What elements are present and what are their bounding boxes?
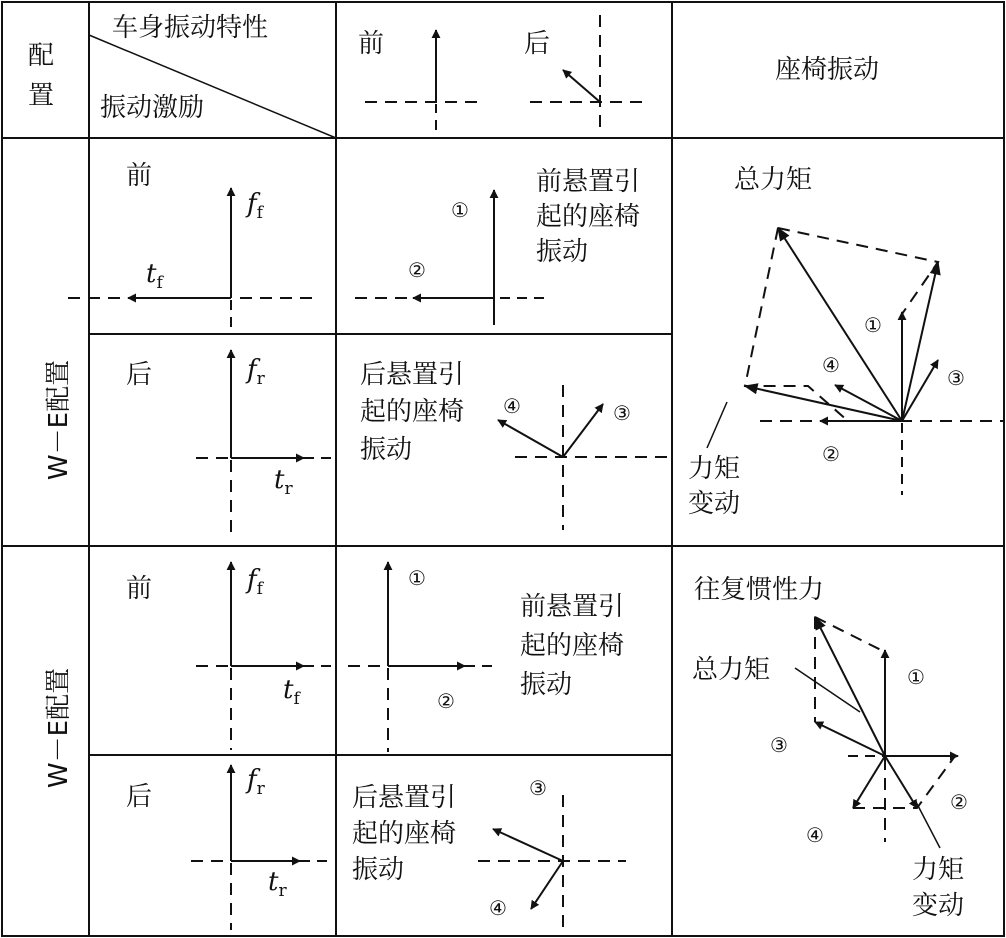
s1-front-susp-line1: 前悬置引	[536, 167, 641, 197]
table-grid	[2, 2, 1004, 936]
s1-rear-susp-line1: 后悬置引	[360, 360, 465, 390]
config-header-part1: 配	[28, 41, 55, 71]
s2-moment-change-arrow	[885, 756, 917, 808]
s2-reciprocating-force-label: 往复惯性力	[694, 575, 825, 605]
s2-front-susp-line3: 振动	[520, 670, 573, 700]
s1-front-label: 前	[126, 161, 153, 191]
s1-vec4-arrow	[498, 420, 563, 457]
s2-circled-4-diagram: ④	[806, 823, 824, 847]
s1-rear-susp-line2: 起的座椅	[360, 397, 465, 427]
s1-tf-label: tf	[146, 259, 163, 293]
s1-fr-label: fr	[247, 355, 265, 389]
s2-tf-label: tf	[283, 675, 300, 709]
s1-ff-label: ff	[247, 189, 263, 223]
s2-moment-change-line2: 变动	[912, 891, 965, 921]
s2-front-susp-line2: 起的座椅	[520, 631, 625, 661]
s2-reciprocating-force-arrow	[815, 617, 885, 756]
body-vibration-header: 车身振动特性	[112, 13, 269, 43]
header-row	[28, 13, 879, 130]
config-label-1	[44, 360, 74, 480]
s1-circled-4-rear: ④	[503, 394, 521, 418]
s1-circled-3-rear: ③	[613, 401, 631, 425]
s1-rear-seat-axes	[498, 385, 670, 530]
s1-rear-label: 后	[126, 360, 153, 390]
s1-circled-1-diagram: ①	[864, 313, 882, 337]
s2-circled-2-front: ②	[437, 689, 455, 713]
s2-front-susp-line1: 前悬置引	[520, 592, 625, 622]
s2-rear-susp-line3: 振动	[352, 855, 405, 885]
config-label-2	[44, 668, 74, 788]
s1-circled-2-diagram: ②	[822, 442, 840, 466]
header-rear-label: 后	[524, 29, 551, 59]
s1-vec3-diagram	[902, 360, 938, 421]
s2-circled-4-rear: ④	[489, 896, 507, 920]
s1-moment-change-arrow	[745, 386, 902, 421]
s2-rear-susp-line1: 后悬置引	[352, 783, 457, 813]
s2-ff-label: ff	[247, 565, 263, 599]
s1-vec3-arrow	[563, 404, 603, 457]
s1-circled-4-diagram: ④	[822, 353, 840, 377]
section-1	[44, 161, 1004, 540]
s1-moment-change-line2: 变动	[688, 489, 741, 519]
s1-circled-3-diagram: ③	[947, 366, 965, 390]
s2-circled-3-rear: ③	[529, 776, 547, 800]
s2-vec3-diagram	[815, 722, 885, 756]
s1-moment-change-leader	[707, 402, 727, 448]
s2-circled-3-diagram: ③	[770, 733, 788, 757]
s2-front-seat-axes	[348, 562, 492, 752]
s2-total-moment-leader	[795, 668, 860, 712]
s2-vec4-arrow	[531, 861, 563, 909]
s2-front-label: 前	[126, 574, 153, 604]
seat-vibration-header: 座椅振动	[775, 55, 880, 85]
s1-circled-2-front: ②	[408, 258, 426, 282]
s1-total-moment-arrow	[778, 228, 902, 421]
header-rear-diagonal-arrow	[563, 70, 600, 102]
s1-vec4-diagram	[835, 385, 902, 421]
s2-tr-label: tr	[268, 867, 287, 901]
s1-total-moment-label: 总力矩	[734, 165, 813, 195]
s1-tr-label: tr	[274, 465, 293, 499]
header-front-label: 前	[358, 29, 385, 59]
svg-text:W－E配置: W－E配置	[44, 667, 74, 789]
config-header-part2: 置	[28, 81, 55, 111]
s2-circled-1-diagram: ①	[907, 665, 925, 689]
s2-fr-label: fr	[247, 765, 265, 799]
s1-resultant-up-arrow	[902, 262, 938, 421]
s2-rear-label: 后	[126, 782, 153, 812]
s2-seat-vector-diagram	[795, 617, 958, 848]
s1-front-susp-line3: 振动	[536, 237, 589, 267]
s2-rear-susp-line2: 起的座椅	[352, 819, 457, 849]
s1-circled-1-front: ①	[451, 198, 469, 222]
s2-total-moment-label: 总力矩	[692, 655, 771, 685]
s1-rear-susp-line3: 振动	[360, 435, 413, 465]
s1-seat-vector-diagram	[707, 228, 1004, 495]
s1-front-excitation-axes	[68, 188, 320, 328]
svg-text:W－E配置: W－E配置	[44, 359, 74, 481]
s2-vec3-arrow	[493, 829, 563, 861]
s2-moment-change-line1: 力矩	[912, 855, 965, 885]
s2-circled-2-diagram: ②	[950, 790, 968, 814]
vibration-excitation-header: 振动激励	[100, 93, 205, 123]
s2-circled-1-front: ①	[408, 566, 426, 590]
s2-front-excitation-axes	[196, 562, 332, 750]
s1-front-susp-line2: 起的座椅	[536, 202, 641, 232]
s2-moment-change-leader	[915, 800, 940, 848]
s1-moment-change-line1: 力矩	[688, 454, 741, 484]
section-2	[44, 562, 968, 930]
s2-vec4-diagram	[853, 756, 885, 808]
